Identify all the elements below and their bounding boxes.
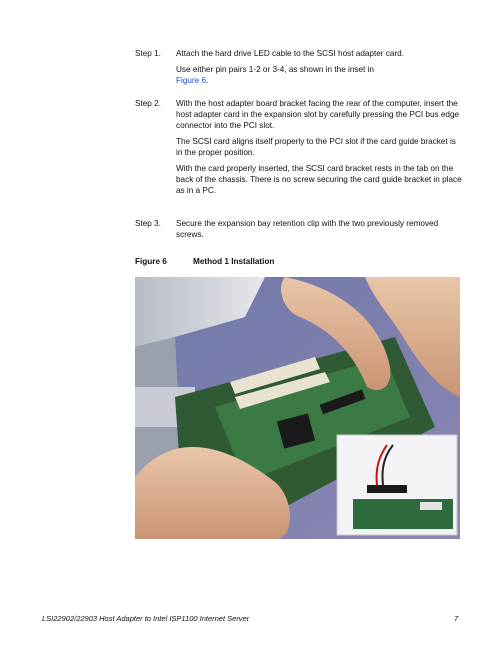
step-body [176,98,463,201]
step-body [176,48,463,86]
step-number: Step 3. [135,219,161,228]
step-paragraph: Attach the hard drive LED cable to the SCSI host adapter card. [176,49,405,58]
step-paragraph: Use either pin pairs 1-2 or 3-4, as shown in the inset in Figure 6. [176,65,374,85]
installation-photo-drawing [135,277,460,539]
step-paragraph: The SCSI card aligns itself properly to the PCI slot if the card guide bracket is in the proper position. [176,137,456,157]
figure-label: Figure 6 [135,257,167,266]
step-paragraph: Secure the expansion bay retention clip with the two previously removed screws. [176,219,439,239]
step-number: Step 1. [135,49,161,58]
step-number: Step 2. [135,99,161,108]
figure-caption [135,257,275,266]
page-number: 7 [454,614,459,623]
step-paragraph: With the card properly inserted, the SCSI card bracket rests in the tab on the back of the chassis. There is no screw securing the card guide bracket in place as in a PC. [176,164,462,195]
step-body [176,218,463,245]
figure-link[interactable]: Figure 6 [176,76,207,85]
step-paragraph: With the host adapter board bracket facing the rear of the computer, insert the host adapter card in the expansion slot by carefully pressing the PCI bus edge connector into the PCI slot. [176,99,460,130]
footer-title: LSI22902/22903 Host Adapter to Intel ISP1100 Internet Server [42,614,250,623]
installation-photo [135,277,460,539]
figure-title: Method 1 Installation [193,257,275,266]
